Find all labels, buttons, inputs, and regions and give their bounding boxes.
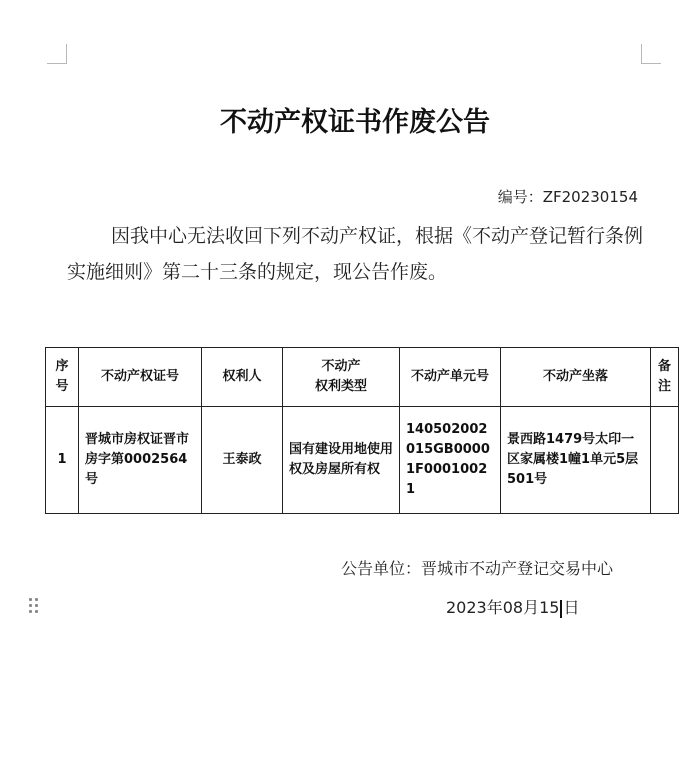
document-title: 不动产权证书作废公告 bbox=[220, 107, 490, 138]
records-table bbox=[45, 347, 679, 514]
cell-seq: 1 bbox=[46, 407, 79, 514]
cell-cert-no: 晋城市房权证晋市房字第0002564号 bbox=[79, 407, 202, 514]
date-line[interactable] bbox=[446, 595, 579, 618]
date-suffix: 日 bbox=[563, 598, 580, 617]
issuer-line: 公告单位：晋城市不动产登记交易中心 bbox=[341, 559, 614, 578]
table-header-row bbox=[46, 348, 679, 407]
cell-unit-no: 140502002015GB00001F00010021 bbox=[400, 407, 501, 514]
date-text: 2023年08月15 bbox=[446, 598, 560, 617]
header-remarks: 备注 bbox=[651, 348, 679, 407]
header-seq: 序号 bbox=[46, 348, 79, 407]
drag-handle-icon[interactable] bbox=[29, 598, 39, 614]
cell-location: 景西路1479号太印一区家属楼1幢1单元5层501号 bbox=[501, 407, 651, 514]
header-right-type bbox=[283, 348, 400, 407]
crop-mark-top-left bbox=[47, 44, 67, 64]
header-unit-no: 不动产单元号 bbox=[400, 348, 501, 407]
announcement-body: 因我中心无法收回下列不动产权证，根据《不动产登记暂行条例实施细则》第二十三条的规定，现公告作废。 bbox=[67, 225, 644, 283]
cell-right-type: 国有建设用地使用权及房屋所有权 bbox=[283, 407, 400, 514]
cell-remarks bbox=[651, 407, 679, 514]
header-location: 不动产坐落 bbox=[501, 348, 651, 407]
header-cert-no: 不动产权证号 bbox=[79, 348, 202, 407]
header-holder: 权利人 bbox=[202, 348, 283, 407]
document-number: 编号：ZF20230154 bbox=[497, 188, 638, 206]
table-row bbox=[46, 407, 679, 514]
header-right-type-line2: 权利类型 bbox=[314, 379, 367, 394]
cell-holder: 王泰政 bbox=[202, 407, 283, 514]
header-right-type-line1: 不动产 bbox=[321, 359, 361, 374]
crop-mark-top-right bbox=[641, 44, 661, 64]
